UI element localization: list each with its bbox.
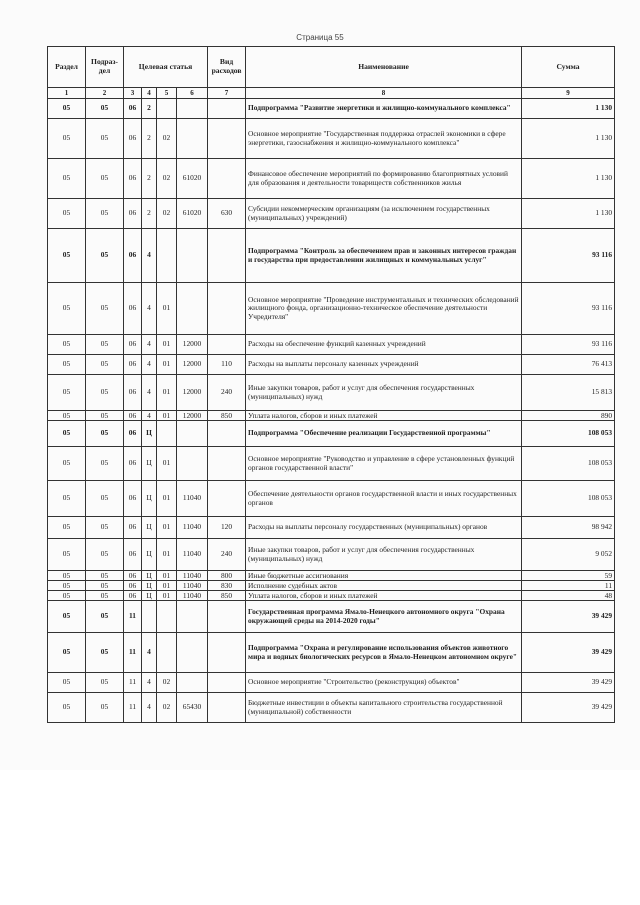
cell-podrazdel: 05 — [86, 693, 124, 723]
cell-name: Подпрограмма "Контроль за обеспечением прав и законных интересов граждан и государства при предоставлении жилищных и коммунальных услуг" — [246, 229, 522, 283]
table-row — [48, 481, 615, 517]
table-row — [48, 335, 615, 355]
cell-program: 06 — [124, 119, 142, 159]
cell-event: 02 — [157, 159, 177, 199]
cell-direction — [177, 229, 208, 283]
col-number: 5 — [157, 88, 177, 99]
cell-podrazdel: 05 — [86, 99, 124, 119]
cell-summa: 11 — [522, 581, 615, 591]
cell-vid: 240 — [208, 375, 246, 411]
cell-program: 06 — [124, 421, 142, 447]
cell-direction: 11040 — [177, 591, 208, 601]
cell-direction: 65430 — [177, 693, 208, 723]
col-number: 2 — [86, 88, 124, 99]
cell-podrazdel: 05 — [86, 517, 124, 539]
cell-vid — [208, 693, 246, 723]
cell-razdel: 05 — [48, 375, 86, 411]
cell-podrazdel: 05 — [86, 199, 124, 229]
cell-subprogram: Ц — [142, 447, 157, 481]
cell-event: 01 — [157, 355, 177, 375]
cell-program: 11 — [124, 633, 142, 673]
budget-table — [47, 46, 615, 723]
cell-vid — [208, 481, 246, 517]
cell-vid — [208, 421, 246, 447]
cell-event: 01 — [157, 481, 177, 517]
cell-program: 11 — [124, 693, 142, 723]
cell-name: Подпрограмма "Охрана и регулирование использования объектов животного мира и водных биологических ресурсов в Ямало-Ненецком автономном округе" — [246, 633, 522, 673]
cell-subprogram: 4 — [142, 673, 157, 693]
cell-vid: 850 — [208, 591, 246, 601]
header-razdel: Раздел — [48, 47, 86, 88]
cell-subprogram — [142, 601, 157, 633]
table-row — [48, 355, 615, 375]
table-row — [48, 283, 615, 335]
cell-summa: 1 130 — [522, 199, 615, 229]
cell-event: 01 — [157, 283, 177, 335]
cell-razdel: 05 — [48, 601, 86, 633]
table-row — [48, 447, 615, 481]
cell-podrazdel: 05 — [86, 673, 124, 693]
header-podrazdel: Подраз-дел — [86, 47, 124, 88]
cell-summa: 1 130 — [522, 159, 615, 199]
cell-podrazdel: 05 — [86, 581, 124, 591]
cell-direction — [177, 283, 208, 335]
header-tselevaya-statya: Целевая статья — [124, 47, 208, 88]
cell-name: Иные закупки товаров, работ и услуг для обеспечения государственных (муниципальных) нужд — [246, 375, 522, 411]
cell-event: 02 — [157, 199, 177, 229]
cell-subprogram: Ц — [142, 517, 157, 539]
header-naimenovanie: Наименование — [246, 47, 522, 88]
table-row — [48, 601, 615, 633]
cell-razdel: 05 — [48, 633, 86, 673]
col-number: 3 — [124, 88, 142, 99]
cell-razdel: 05 — [48, 673, 86, 693]
cell-program: 06 — [124, 99, 142, 119]
cell-subprogram: 4 — [142, 355, 157, 375]
table-row — [48, 119, 615, 159]
col-number: 9 — [522, 88, 615, 99]
cell-summa: 98 942 — [522, 517, 615, 539]
cell-razdel: 05 — [48, 581, 86, 591]
cell-razdel: 05 — [48, 517, 86, 539]
cell-direction: 61020 — [177, 199, 208, 229]
cell-subprogram: Ц — [142, 571, 157, 581]
cell-program: 06 — [124, 581, 142, 591]
cell-direction: 61020 — [177, 159, 208, 199]
cell-summa: 39 429 — [522, 673, 615, 693]
cell-event: 01 — [157, 571, 177, 581]
cell-subprogram: 2 — [142, 199, 157, 229]
cell-razdel: 05 — [48, 693, 86, 723]
cell-vid — [208, 229, 246, 283]
cell-name: Основное мероприятие "Государственная поддержка отраслей экономики в сфере энергетики, газоснабжения и жилищно-коммунального комплекса" — [246, 119, 522, 159]
cell-event: 01 — [157, 517, 177, 539]
cell-summa: 39 429 — [522, 601, 615, 633]
cell-subprogram: Ц — [142, 539, 157, 571]
cell-name: Расходы на выплаты персоналу государственных (муниципальных) органов — [246, 517, 522, 539]
cell-program: 06 — [124, 355, 142, 375]
cell-program: 11 — [124, 601, 142, 633]
cell-subprogram: 4 — [142, 411, 157, 421]
col-number: 8 — [246, 88, 522, 99]
cell-direction — [177, 601, 208, 633]
cell-razdel: 05 — [48, 199, 86, 229]
cell-summa: 39 429 — [522, 633, 615, 673]
cell-direction: 11040 — [177, 517, 208, 539]
cell-event — [157, 99, 177, 119]
cell-razdel: 05 — [48, 119, 86, 159]
cell-program: 06 — [124, 283, 142, 335]
col-number: 6 — [177, 88, 208, 99]
cell-event: 02 — [157, 693, 177, 723]
cell-name: Подпрограмма "Развитие энергетики и жилищно-коммунального комплекса" — [246, 99, 522, 119]
cell-direction: 12000 — [177, 335, 208, 355]
cell-podrazdel: 05 — [86, 539, 124, 571]
cell-direction — [177, 673, 208, 693]
cell-podrazdel: 05 — [86, 447, 124, 481]
cell-summa: 108 053 — [522, 447, 615, 481]
table-row — [48, 199, 615, 229]
cell-event: 01 — [157, 539, 177, 571]
cell-razdel: 05 — [48, 283, 86, 335]
cell-direction: 11040 — [177, 571, 208, 581]
cell-vid: 630 — [208, 199, 246, 229]
cell-name: Основное мероприятие "Руководство и управление в сфере установленных функций органов государственной власти" — [246, 447, 522, 481]
cell-podrazdel: 05 — [86, 283, 124, 335]
cell-event — [157, 421, 177, 447]
cell-razdel: 05 — [48, 481, 86, 517]
cell-razdel: 05 — [48, 591, 86, 601]
cell-direction: 12000 — [177, 355, 208, 375]
cell-program: 06 — [124, 571, 142, 581]
cell-razdel: 05 — [48, 447, 86, 481]
cell-program: 06 — [124, 335, 142, 355]
cell-vid — [208, 159, 246, 199]
cell-name: Государственная программа Ямало-Ненецкого автономного округа "Охрана окружающей среды на 2014-2020 годы" — [246, 601, 522, 633]
table-row — [48, 571, 615, 581]
cell-summa: 76 413 — [522, 355, 615, 375]
cell-razdel: 05 — [48, 539, 86, 571]
page-label: Страница 55 — [296, 33, 344, 42]
cell-event: 01 — [157, 447, 177, 481]
cell-subprogram: 4 — [142, 693, 157, 723]
cell-vid — [208, 601, 246, 633]
cell-vid — [208, 673, 246, 693]
cell-subprogram: Ц — [142, 481, 157, 517]
cell-summa: 93 116 — [522, 335, 615, 355]
cell-name: Уплата налогов, сборов и иных платежей — [246, 411, 522, 421]
cell-razdel: 05 — [48, 99, 86, 119]
cell-podrazdel: 05 — [86, 601, 124, 633]
cell-vid — [208, 99, 246, 119]
cell-name: Расходы на обеспечение функций казенных учреждений — [246, 335, 522, 355]
cell-subprogram: 2 — [142, 119, 157, 159]
cell-podrazdel: 05 — [86, 355, 124, 375]
header-row — [48, 47, 615, 88]
cell-direction: 11040 — [177, 581, 208, 591]
cell-summa: 15 813 — [522, 375, 615, 411]
cell-vid: 800 — [208, 571, 246, 581]
table-row — [48, 633, 615, 673]
table-row — [48, 517, 615, 539]
cell-vid: 110 — [208, 355, 246, 375]
cell-summa: 59 — [522, 571, 615, 581]
cell-podrazdel: 05 — [86, 159, 124, 199]
cell-name: Обеспечение деятельности органов государственной власти и иных государственных органов — [246, 481, 522, 517]
cell-direction — [177, 99, 208, 119]
cell-direction: 11040 — [177, 481, 208, 517]
cell-summa: 9 052 — [522, 539, 615, 571]
cell-podrazdel: 05 — [86, 335, 124, 355]
header-vid-rashodov: Вид расходов — [208, 47, 246, 88]
table-row — [48, 539, 615, 571]
table-row — [48, 375, 615, 411]
cell-event: 02 — [157, 119, 177, 159]
cell-subprogram: 2 — [142, 99, 157, 119]
table-row — [48, 159, 615, 199]
cell-vid — [208, 447, 246, 481]
table-row — [48, 411, 615, 421]
cell-direction — [177, 447, 208, 481]
cell-event: 01 — [157, 411, 177, 421]
cell-program: 06 — [124, 447, 142, 481]
cell-program: 06 — [124, 481, 142, 517]
cell-summa: 93 116 — [522, 283, 615, 335]
cell-vid — [208, 633, 246, 673]
cell-podrazdel: 05 — [86, 421, 124, 447]
cell-program: 06 — [124, 159, 142, 199]
cell-program: 06 — [124, 229, 142, 283]
cell-direction — [177, 119, 208, 159]
cell-event: 01 — [157, 591, 177, 601]
cell-vid: 120 — [208, 517, 246, 539]
cell-podrazdel: 05 — [86, 229, 124, 283]
cell-summa: 890 — [522, 411, 615, 421]
table-row — [48, 693, 615, 723]
cell-vid: 240 — [208, 539, 246, 571]
cell-podrazdel: 05 — [86, 411, 124, 421]
cell-name: Бюджетные инвестиции в объекты капитального строительства государственной (муниципальной) собственности — [246, 693, 522, 723]
cell-podrazdel: 05 — [86, 571, 124, 581]
cell-razdel: 05 — [48, 335, 86, 355]
cell-subprogram: 4 — [142, 633, 157, 673]
cell-name: Расходы на выплаты персоналу казенных учреждений — [246, 355, 522, 375]
cell-summa: 108 053 — [522, 481, 615, 517]
cell-subprogram: 2 — [142, 159, 157, 199]
cell-event: 02 — [157, 673, 177, 693]
cell-podrazdel: 05 — [86, 375, 124, 411]
cell-razdel: 05 — [48, 229, 86, 283]
cell-name: Субсидии некоммерческим организациям (за исключением государственных (муниципальных) учреждений) — [246, 199, 522, 229]
col-number: 7 — [208, 88, 246, 99]
cell-program: 06 — [124, 539, 142, 571]
cell-direction: 11040 — [177, 539, 208, 571]
cell-podrazdel: 05 — [86, 119, 124, 159]
cell-event: 01 — [157, 335, 177, 355]
cell-subprogram: 4 — [142, 375, 157, 411]
cell-vid: 830 — [208, 581, 246, 591]
cell-subprogram: Ц — [142, 581, 157, 591]
cell-razdel: 05 — [48, 421, 86, 447]
cell-subprogram: 4 — [142, 335, 157, 355]
cell-vid — [208, 283, 246, 335]
table-row — [48, 99, 615, 119]
cell-program: 06 — [124, 517, 142, 539]
cell-subprogram: Ц — [142, 421, 157, 447]
table-row — [48, 581, 615, 591]
cell-name: Основное мероприятие "Строительство (реконструкция) объектов" — [246, 673, 522, 693]
cell-razdel: 05 — [48, 159, 86, 199]
cell-vid: 850 — [208, 411, 246, 421]
table-row — [48, 673, 615, 693]
cell-razdel: 05 — [48, 411, 86, 421]
cell-subprogram: 4 — [142, 283, 157, 335]
cell-program: 06 — [124, 591, 142, 601]
cell-summa: 48 — [522, 591, 615, 601]
cell-podrazdel: 05 — [86, 481, 124, 517]
header-summa: Сумма — [522, 47, 615, 88]
cell-summa: 39 429 — [522, 693, 615, 723]
cell-subprogram: 4 — [142, 229, 157, 283]
cell-name: Основное мероприятие "Проведение инструментальных и технических обследований жилищного фонда, организационно-техническое обеспечение деятельности Учредителя" — [246, 283, 522, 335]
table-body — [48, 99, 615, 723]
cell-event — [157, 601, 177, 633]
table-row — [48, 421, 615, 447]
cell-podrazdel: 05 — [86, 591, 124, 601]
table-row — [48, 591, 615, 601]
cell-name: Иные закупки товаров, работ и услуг для обеспечения государственных (муниципальных) нужд — [246, 539, 522, 571]
cell-vid — [208, 335, 246, 355]
cell-direction — [177, 633, 208, 673]
cell-razdel: 05 — [48, 355, 86, 375]
cell-program: 06 — [124, 375, 142, 411]
cell-direction — [177, 421, 208, 447]
col-number: 1 — [48, 88, 86, 99]
cell-vid — [208, 119, 246, 159]
cell-direction: 12000 — [177, 375, 208, 411]
column-number-row — [48, 88, 615, 99]
cell-summa: 108 053 — [522, 421, 615, 447]
cell-name: Исполнение судебных актов — [246, 581, 522, 591]
cell-name: Уплата налогов, сборов и иных платежей — [246, 591, 522, 601]
cell-event — [157, 633, 177, 673]
cell-program: 11 — [124, 673, 142, 693]
cell-event: 01 — [157, 581, 177, 591]
cell-name: Иные бюджетные ассигнования — [246, 571, 522, 581]
cell-program: 06 — [124, 411, 142, 421]
cell-program: 06 — [124, 199, 142, 229]
cell-direction: 12000 — [177, 411, 208, 421]
cell-event: 01 — [157, 375, 177, 411]
cell-subprogram: Ц — [142, 591, 157, 601]
table-row — [48, 229, 615, 283]
cell-summa: 1 130 — [522, 119, 615, 159]
cell-name: Финансовое обеспечение мероприятий по формированию благоприятных условий для образования и деятельности товариществ собственников жилья — [246, 159, 522, 199]
cell-name: Подпрограмма "Обеспечение реализации Государственной программы" — [246, 421, 522, 447]
cell-event — [157, 229, 177, 283]
col-number: 4 — [142, 88, 157, 99]
cell-summa: 93 116 — [522, 229, 615, 283]
cell-razdel: 05 — [48, 571, 86, 581]
cell-summa: 1 130 — [522, 99, 615, 119]
cell-podrazdel: 05 — [86, 633, 124, 673]
